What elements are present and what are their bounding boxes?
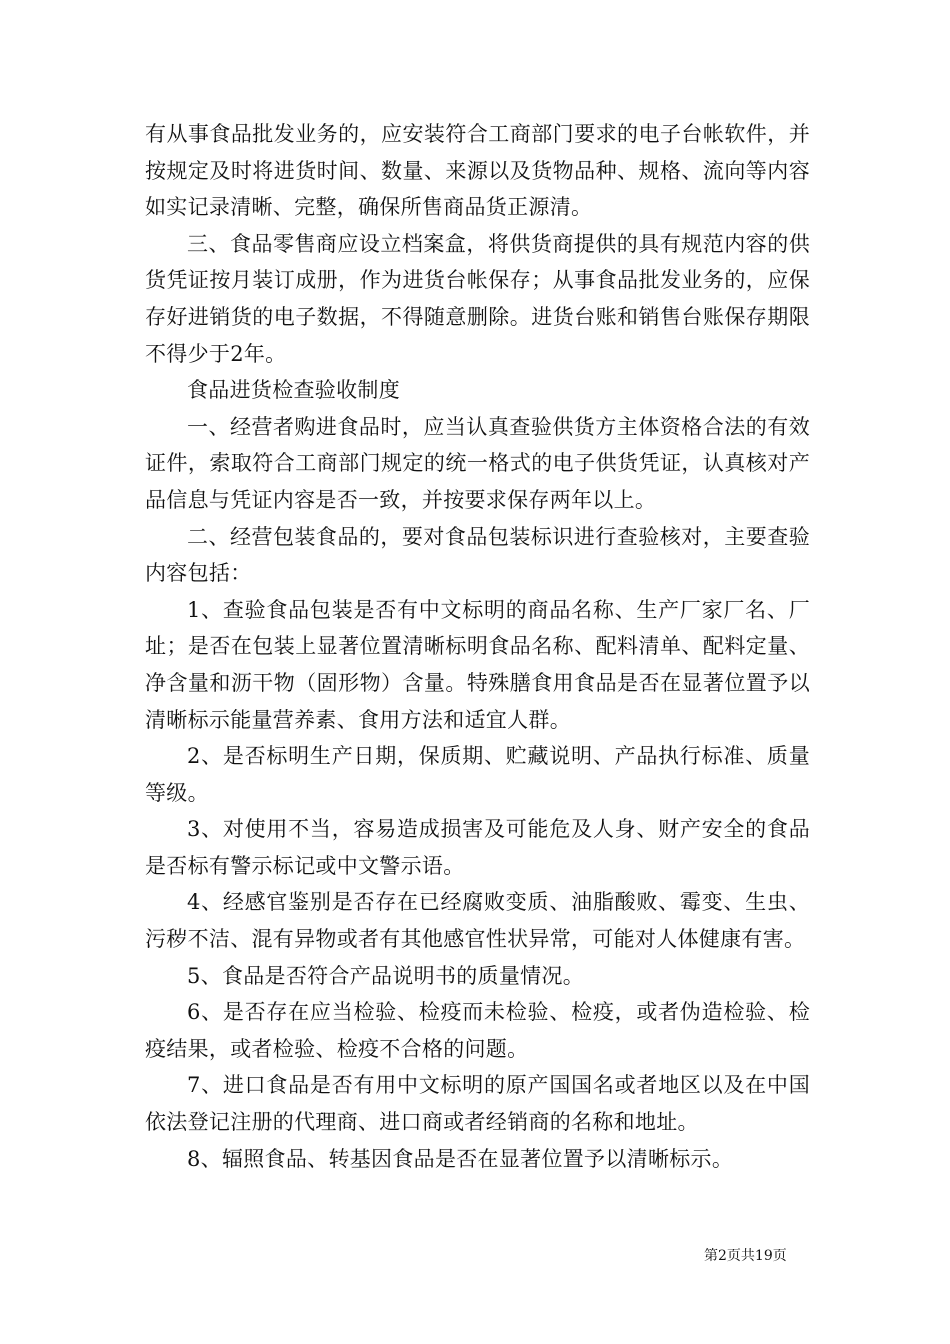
list-item: 2、是否标明生产日期，保质期、贮藏说明、产品执行标准、质量等级。: [145, 744, 810, 805]
paragraph: 一、经营者购进食品时，应当认真查验供货方主体资格合法的有效证件，索取符合工商部门规定的统一格式的电子供货凭证，认真核对产品信息与凭证内容是否一致，并按要求保存两年以上。: [145, 414, 810, 512]
list-item: 5、食品是否符合产品说明书的质量情况。: [187, 963, 585, 988]
paragraph: 二、经营包装食品的，要对食品包装标识进行查验核对，主要查验内容包括：: [145, 524, 810, 586]
list-item: 4、经感官鉴别是否存在已经腐败变质、油脂酸败、霉变、生虫、污秽不洁、混有异物或者有其他感官性状异常，可能对人体健康有害。: [145, 890, 810, 952]
paragraph: 有从事食品批发业务的，应安装符合工商部门要求的电子台帐软件，并按规定及时将进货时间、数量、来源以及货物品种、规格、流向等内容如实记录清晰、完整，确保所售商品货正源清。: [145, 122, 810, 220]
list-item: 8、辐照食品、转基因食品是否在显著位置予以清晰标示。: [187, 1146, 734, 1171]
page-number: 第2页共19页: [704, 1248, 787, 1264]
section-heading: 食品进货检查验收制度: [187, 378, 400, 403]
list-item: 3、对使用不当，容易造成损害及可能危及人身、财产安全的食品是否标有警示标记或中文警示语。: [145, 817, 810, 878]
paragraph: 三、食品零售商应设立档案盒，将供货商提供的具有规范内容的供货凭证按月装订成册，作为进货台帐保存；从事食品批发业务的，应保存好进销货的电子数据，不得随意删除。进货台账和销售台账保存期限不得少于2年。: [145, 231, 810, 366]
list-item: 1、查验食品包装是否有中文标明的商品名称、生产厂家厂名、厂址；是否在包装上显著位置清晰标明食品名称、配料清单、配料定量、净含量和沥干物（固形物）含量。特殊膳食用食品是否在显著位置予以清晰标示能量营养素、食用方法和适宜人群。: [145, 597, 810, 732]
document-body: [145, 116, 810, 1177]
list-item: 7、进口食品是否有用中文标明的原产国国名或者地区以及在中国依法登记注册的代理商、进口商或者经销商的名称和地址。: [145, 1073, 810, 1135]
list-item: 6、是否存在应当检验、检疫而未检验、检疫，或者伪造检验、检疫结果，或者检验、检疫不合格的问题。: [145, 1000, 810, 1061]
